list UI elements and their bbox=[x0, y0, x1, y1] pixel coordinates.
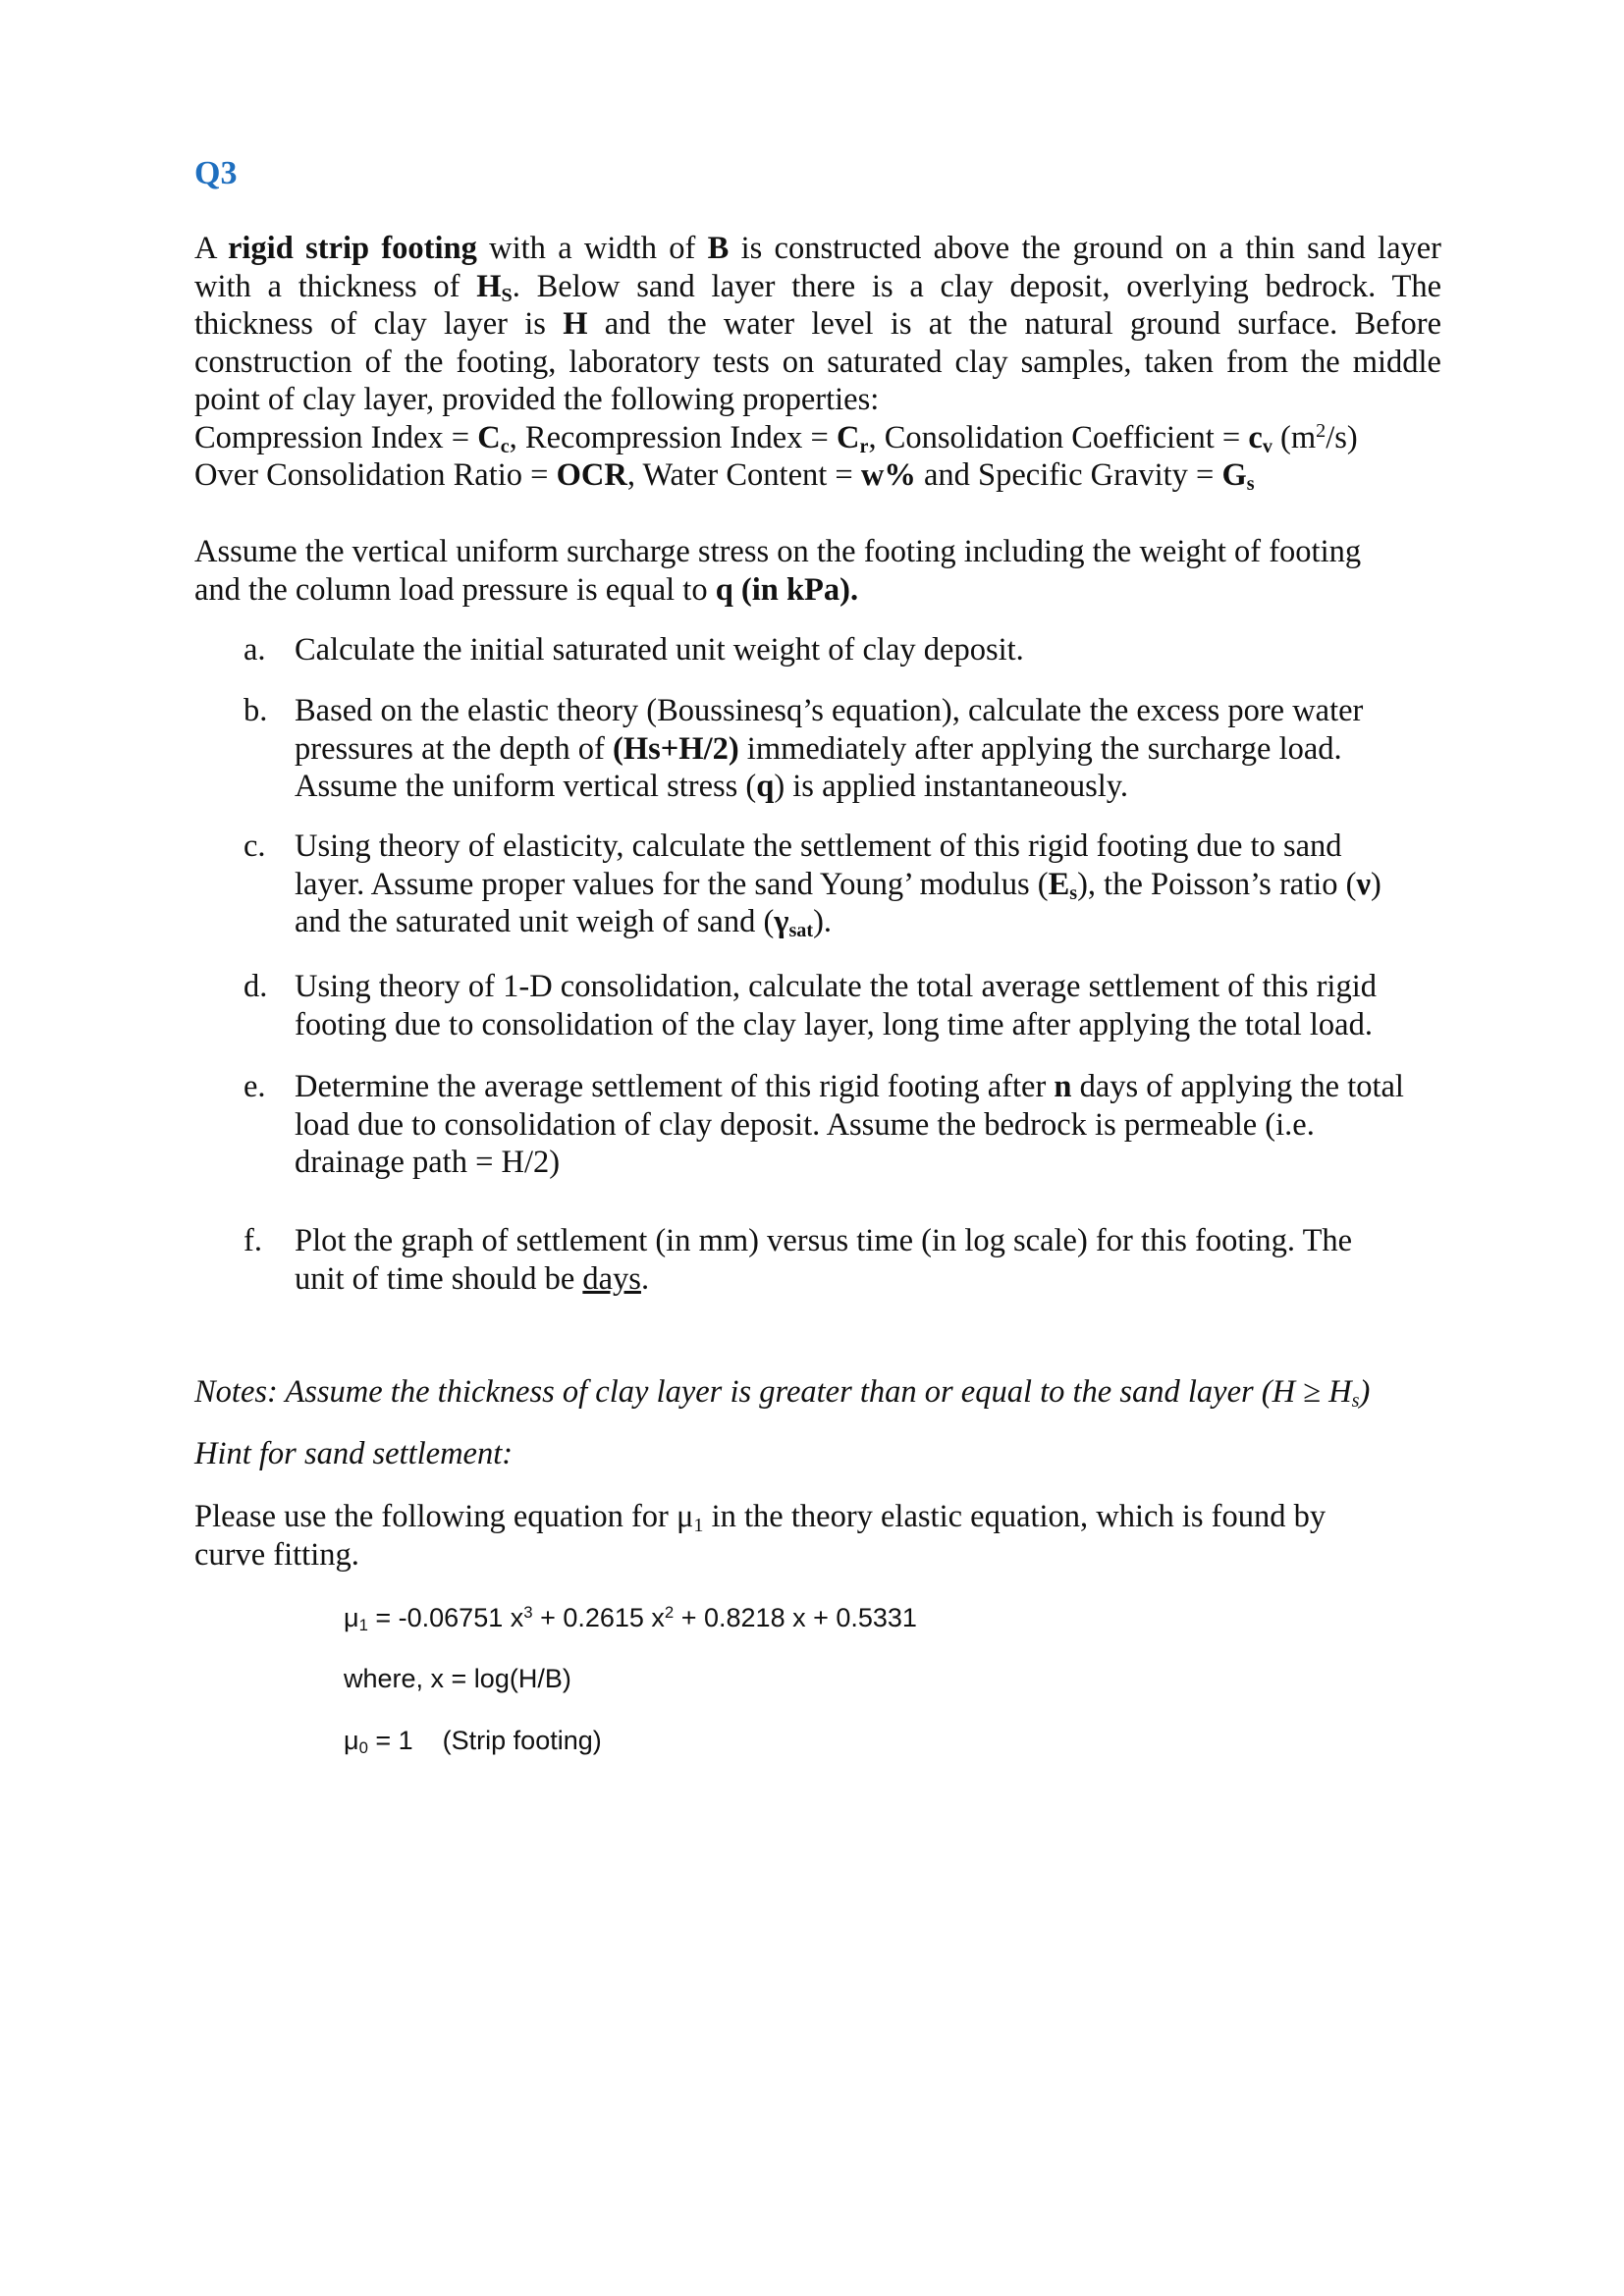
intro-line-6: Compression Index = $C_c$, Recompression Index = $C_r$, Consolidation Coefficient = $c_v$ $(m^2/s)$ bbox=[194, 419, 1358, 457]
assume-line-1: Assume the vertical uniform surcharge stress on the footing including the weight of footing bbox=[194, 534, 1362, 569]
where-equation: where, x = log(H/B) bbox=[344, 1664, 571, 1693]
list-marker-a: a. bbox=[244, 632, 266, 667]
list-marker-d: d. bbox=[244, 969, 268, 1004]
please-paragraph: Please use the following equation for $\mu_1$ in the theory elastic equation, which is found by curve fitting. bbox=[194, 1499, 1326, 1573]
intro-line-5: point of clay layer, provided the following properties: bbox=[194, 382, 880, 417]
mu0-equation: $\mu_0 = 1$ (Strip footing) bbox=[344, 1726, 602, 1758]
list-marker-b: b. bbox=[244, 693, 268, 728]
hint-line: Hint for sand settlement: bbox=[194, 1436, 514, 1471]
intro-line-3: thickness of clay layer is H and the water level is at the natural ground surface. Before bbox=[194, 306, 1441, 342]
document-page: Q3 A rigid strip footing with a width of B is constructed above the ground on a thin sand layer with a thickness of $H_S$. Below sand layer there is a clay deposit, overlying bedrock. The thickness of clay layer is H and the water level is at the natural ground surface. Before construction of the footing, laboratory tests on saturated clay samples, taken from the middle point of clay layer, provided the following properties: Compression Index = $C_c$, Recompression Index = $C_r$, Consolidation Coefficient = $c_v$ $(m^2/s)$ Over Consolidation Ratio = OCR, Water Content = w% and Specific Gravity = $G_s$ Assume the vertical uniform surcharge stress on the footing including the weight of footing and the column load pressure is equal to q (in kPa). a. Calculate the initial saturated unit weight of clay deposit. b. Based on the elastic theory (Boussinesq’s equation), calculate the excess pore water pressures at the depth of (Hs+H/2) immediately after applying the surcharge load. Assume the uniform vertical stress (q) is applied instantaneously. c. Using theory of elasticity, calculate the settlement of this rigid footing due to sand layer. Assume proper values for the sand Young’ modulus $(E_s)$, the Poisson’s ratio (ν) and the saturated unit weigh of sand $(\gamma_{sat})$. d. Using theory of 1-D consolidation, calculate the total average settlement of this rigid footing due to consolidation of the clay layer, long time after applying the total load. e. Determine the average settlement of this rigid footing after n days of applying the total load due to consolidation of clay deposit. Assume the bedrock is permeable (i.e. drainage path = H/2) f. Plot the graph of settlement (in mm) versus time (in log scale) for this footing. The unit of time should be days. Notes: Assume the thickness of clay layer is greater than or equal to the sand layer $(H \ge H_s)$ Hint for sand settlement: Please use the following equation for $\mu_1$ in the theory elastic equation, which is found by curve fitting. $\mu_1 = -0.06751$ $x^3 + 0.2615$ $x^2 + 0.8218$ x + 0.5331 where, x = log(H/B) $\mu_0 = 1$ (Strip footing) bbox=[194, 155, 1441, 1758]
question-title: Q3 bbox=[194, 155, 238, 191]
intro-line-7: Over Consolidation Ratio = OCR, Water Content = w% and Specific Gravity = $G_s$ bbox=[194, 457, 1255, 496]
intro-line-1: A rigid strip footing with a width of B is constructed above the ground on a thin sand layer bbox=[194, 231, 1441, 266]
intro-line-4: construction of the footing, laboratory tests on saturated clay samples, taken from the middle bbox=[194, 344, 1441, 380]
list-marker-f: f. bbox=[244, 1223, 262, 1258]
notes-line: Notes: Assume the thickness of clay layer is greater than or equal to the sand layer $(H \ge H_s)$ bbox=[194, 1374, 1371, 1413]
mu1-equation: $\mu_1 = -0.06751$ $x^3 + 0.2615$ $x^2 + 0.8218$ x + 0.5331 bbox=[344, 1602, 917, 1635]
list-marker-e: e. bbox=[244, 1069, 266, 1104]
intro-line-2: with a thickness of $H_S$. Below sand layer there is a clay deposit, overlying bedrock. The bbox=[194, 268, 1441, 306]
list-marker-c: c. bbox=[244, 828, 266, 864]
assume-paragraph bbox=[194, 533, 1441, 609]
intro-paragraph bbox=[194, 230, 1441, 495]
assume-line-2: and the column load pressure is equal to q (in kPa). bbox=[194, 571, 859, 608]
